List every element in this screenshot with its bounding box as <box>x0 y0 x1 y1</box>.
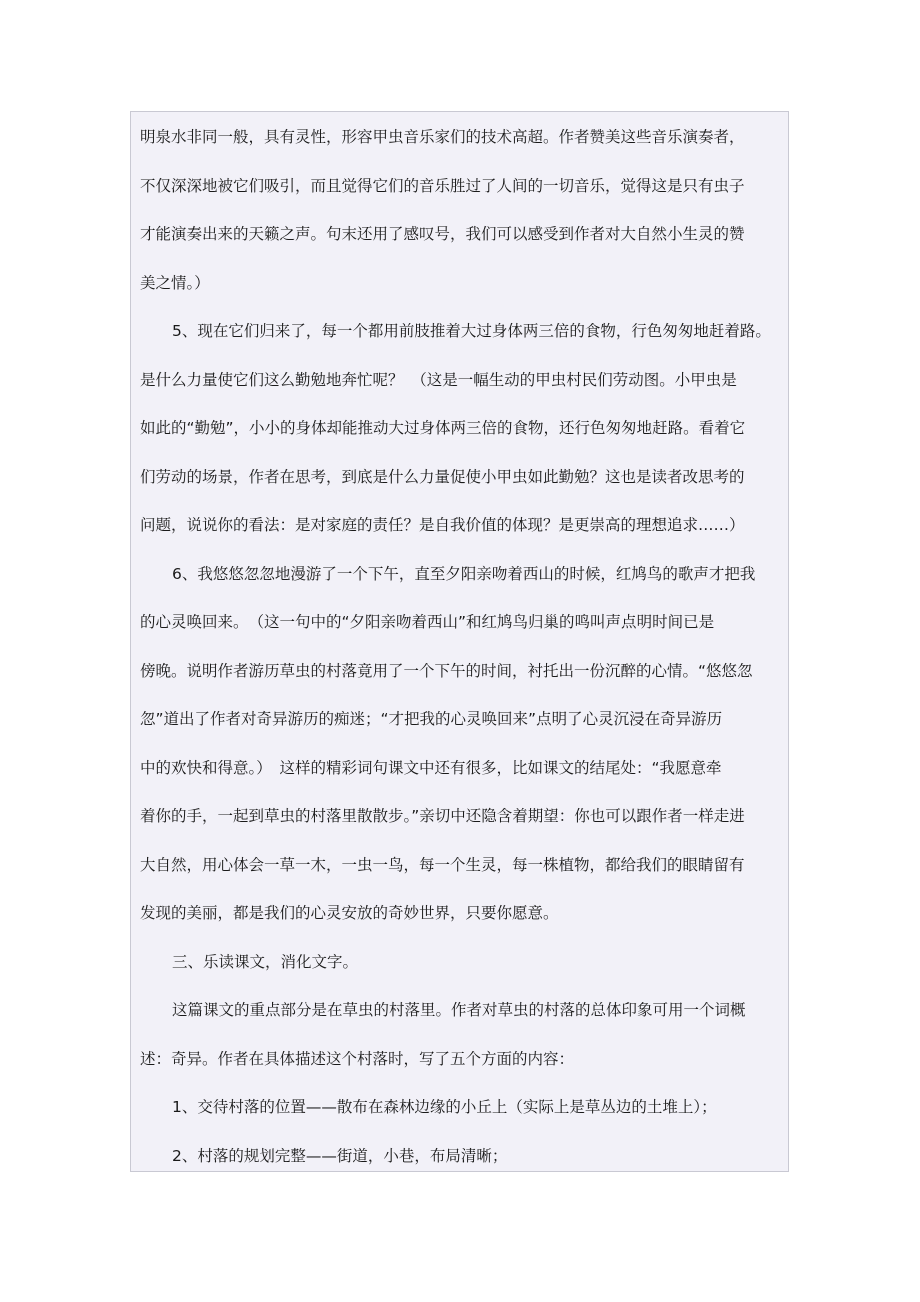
document-body <box>140 125 782 1172</box>
text-line: 着你的手，一起到草虫的村落里散散步。”亲切中还隐含着期望：你也可以跟作者一样走进 <box>140 807 745 825</box>
text-line: 美之情。） <box>140 273 210 292</box>
list-item: 2、村落的规划完整——街道，小巷，布局清晰； <box>172 1146 508 1165</box>
text-line: 如此的“勤勉”，小小的身体却能推动大过身体两三倍的食物，还行色匆匆地赶路。看着它 <box>140 419 746 437</box>
text-line: 明泉水非同一般，具有灵性，形容甲虫音乐家们的技术高超。作者赞美这些音乐演奏者， <box>140 128 745 146</box>
text-line: 大自然，用心体会一草一木，一虫一鸟，每一个生灵，每一株植物，都给我们的眼睛留有 <box>140 855 745 874</box>
text-line: 述：奇异。作者在具体描述这个村落时，写了五个方面的内容： <box>140 1049 575 1068</box>
text-line: 忽”道出了作者对奇异游历的痴迷；“才把我的心灵唤回来”点明了心灵沉浸在奇异游历 <box>140 710 723 728</box>
text-line: 问题，说说你的看法：是对家庭的责任？是自我价值的体现？是更崇高的理想追求……） <box>140 516 745 534</box>
text-line: 5、现在它们归来了，每一个都用前肢推着大过身体两三倍的食物，行色匆匆地赶着路。 <box>172 322 771 340</box>
text-line: 6、我悠悠忽忽地漫游了一个下午，直至夕阳亲吻着西山的时候，红鸠鸟的歌声才把我 <box>172 564 756 583</box>
text-line: 傍晚。说明作者游历草虫的村落竟用了一个下午的时间，衬托出一份沉醉的心情。“悠悠忽 <box>140 661 753 680</box>
text-line: 是什么力量使它们这么勤勉地奔忙呢？ （这是一幅生动的甲虫村民们劳动图。小甲虫是 <box>140 370 737 389</box>
text-line: 这篇课文的重点部分是在草虫的村落里。作者对草虫的村落的总体印象可用一个词概 <box>172 1001 746 1019</box>
text-line: 不仅深深地被它们吸引，而且觉得它们的音乐胜过了人间的一切音乐，觉得这是只有虫子 <box>140 176 745 195</box>
list-item: 1、交待村落的位置——散布在森林边缘的小丘上（实际上是草丛边的土堆上）； <box>172 1098 717 1116</box>
document-page <box>130 111 789 1172</box>
text-line: 中的欢快和得意。） 这样的精彩词句课文中还有很多，比如课文的结尾处：“我愿意牵 <box>140 758 722 777</box>
text-line: 的心灵唤回来。 （这一句中的“夕阳亲吻着西山”和红鸠鸟归巢的鸣叫声点明时间已是 <box>140 613 715 631</box>
text-line: 才能演奏出来的天籁之声。句末还用了感叹号，我们可以感受到作者对大自然小生灵的赞 <box>140 225 745 243</box>
text-line: 们劳动的场景，作者在思考，到底是什么力量促使小甲虫如此勤勉？这也是读者改思考的 <box>140 467 745 486</box>
section-heading: 三、乐读课文，消化文字。 <box>172 952 359 971</box>
text-line: 发现的美丽，都是我们的心灵安放的奇妙世界，只要你愿意。 <box>140 904 559 922</box>
